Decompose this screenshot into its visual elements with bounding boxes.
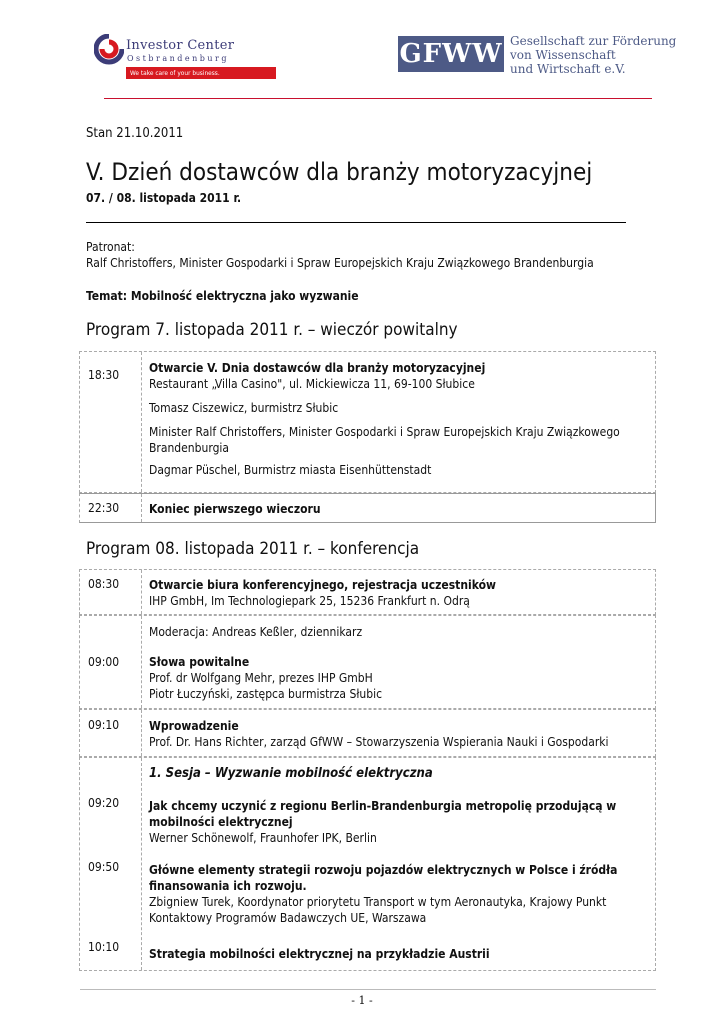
table-row [79, 615, 656, 709]
item-sub: Werner Schönewolf, Fraunhofer IPK, Berlin [149, 831, 377, 845]
investor-center-emblem-icon [94, 34, 124, 68]
document-date: Stan 21.10.2011 [86, 126, 184, 141]
row-title: Słowa powitalne [149, 655, 250, 669]
gfww-mark: GFWW [398, 36, 504, 72]
row-place: Restaurant „Villa Casino", ul. Mickiewicza 11, 69-100 Słubice [149, 377, 475, 391]
row-sub-2: Piotr Łuczyński, zastępca burmistrza Słubic [149, 687, 383, 701]
row-content [149, 360, 649, 478]
table-row [79, 493, 656, 523]
row-time: 09:50 [88, 860, 120, 874]
page-number: - 1 - [351, 994, 373, 1007]
item-sub: Zbigniew Turek, Koordynator priorytetu Transport w tym Aeronautyka, Krajowy Punkt Kontaktowy Programów Badawczych UE, Warszawa [149, 895, 607, 925]
logo-left-line2: Ostbrandenburg [127, 54, 229, 63]
row-content [149, 624, 649, 702]
logo-left-line1: Investor Center [126, 38, 235, 53]
table-row [79, 569, 656, 615]
page-subtitle: 07. / 08. listopada 2011 r. [86, 191, 242, 205]
session-item [149, 862, 649, 926]
gfww-name-line3: und Wirtschaft e.V. [510, 62, 626, 76]
session-item [149, 946, 649, 962]
title-divider [86, 222, 626, 223]
row-title: Koniec pierwszego wieczoru [149, 502, 321, 516]
row-sub: Prof. Dr. Hans Richter, zarząd GfWW – Stowarzyszenia Wspierania Nauki i Gospodarki [149, 735, 609, 749]
gfww-name-line1: Gesellschaft zur Förderung [510, 34, 677, 48]
program1-heading: Program 7. listopada 2011 r. – wieczór powitalny [86, 320, 458, 340]
item-title: Główne elementy strategii rozwoju pojazdów elektrycznych w Polsce i źródła finansowania ich rozwoju. [149, 863, 618, 893]
row-content [149, 718, 649, 750]
investor-center-logo [92, 32, 277, 82]
footer-divider [80, 989, 656, 990]
column-divider [141, 758, 142, 970]
row-time: 09:10 [88, 718, 120, 732]
row-speaker-3: Dagmar Püschel, Burmistrz miasta Eisenhüttenstadt [149, 463, 432, 477]
logo-left-tagline: We take care of your business. [126, 67, 276, 79]
row-title: Otwarcie biura konferencyjnego, rejestracja uczestników [149, 578, 496, 592]
program1-table [79, 351, 656, 523]
column-divider [141, 352, 142, 492]
program2-table [79, 569, 656, 971]
row-time: 09:20 [88, 796, 120, 810]
patronage-label: Patronat: [86, 240, 135, 254]
program2-heading: Program 08. listopada 2011 r. – konferencja [86, 539, 420, 559]
session-title: 1. Sesja – Wyzwanie mobilność elektryczna [149, 766, 433, 781]
gfww-name [510, 34, 676, 76]
row-time: 08:30 [88, 577, 120, 591]
header-divider [104, 98, 652, 99]
row-time: 10:10 [88, 940, 120, 954]
gfww-name-line2: von Wissenschaft [510, 48, 616, 62]
row-time: 22:30 [88, 501, 120, 515]
page-title: V. Dzień dostawców dla branży motoryzacyjnej [86, 158, 593, 186]
session-item [149, 798, 649, 846]
session-row [79, 757, 656, 971]
column-divider [141, 616, 142, 708]
column-divider [141, 570, 142, 614]
column-divider [141, 494, 142, 522]
row-moderation: Moderacja: Andreas Keßler, dziennikarz [149, 625, 363, 639]
row-time: 18:30 [88, 368, 120, 382]
row-speaker-2: Minister Ralf Christoffers, Minister Gospodarki i Spraw Europejskich Kraju Związkowego Brandenburgia [149, 425, 620, 455]
item-title: Jak chcemy uczynić z regionu Berlin-Brandenburgia metropolię przodującą w mobilności elektrycznej [149, 799, 617, 829]
row-content [149, 577, 649, 609]
table-row [79, 351, 656, 493]
table-row [79, 709, 656, 757]
row-speaker-1: Tomasz Ciszewicz, burmistrz Słubic [149, 401, 339, 415]
row-title: Wprowadzenie [149, 719, 239, 733]
patronage-text: Ralf Christoffers, Minister Gospodarki i Spraw Europejskich Kraju Związkowego Brandenburgia [86, 256, 594, 270]
gfww-logo [398, 34, 677, 76]
row-time: 09:00 [88, 655, 120, 669]
row-title: Otwarcie V. Dnia dostawców dla branży motoryzacyjnej [149, 361, 486, 375]
item-title: Strategia mobilności elektrycznej na przykładzie Austrii [149, 947, 490, 961]
column-divider [141, 710, 142, 756]
row-sub: IHP GmbH, Im Technologiepark 25, 15236 Frankfurt n. Odrą [149, 594, 470, 608]
row-sub-1: Prof. dr Wolfgang Mehr, prezes IHP GmbH [149, 671, 373, 685]
topic-line: Temat: Mobilność elektryczna jako wyzwanie [86, 289, 359, 303]
